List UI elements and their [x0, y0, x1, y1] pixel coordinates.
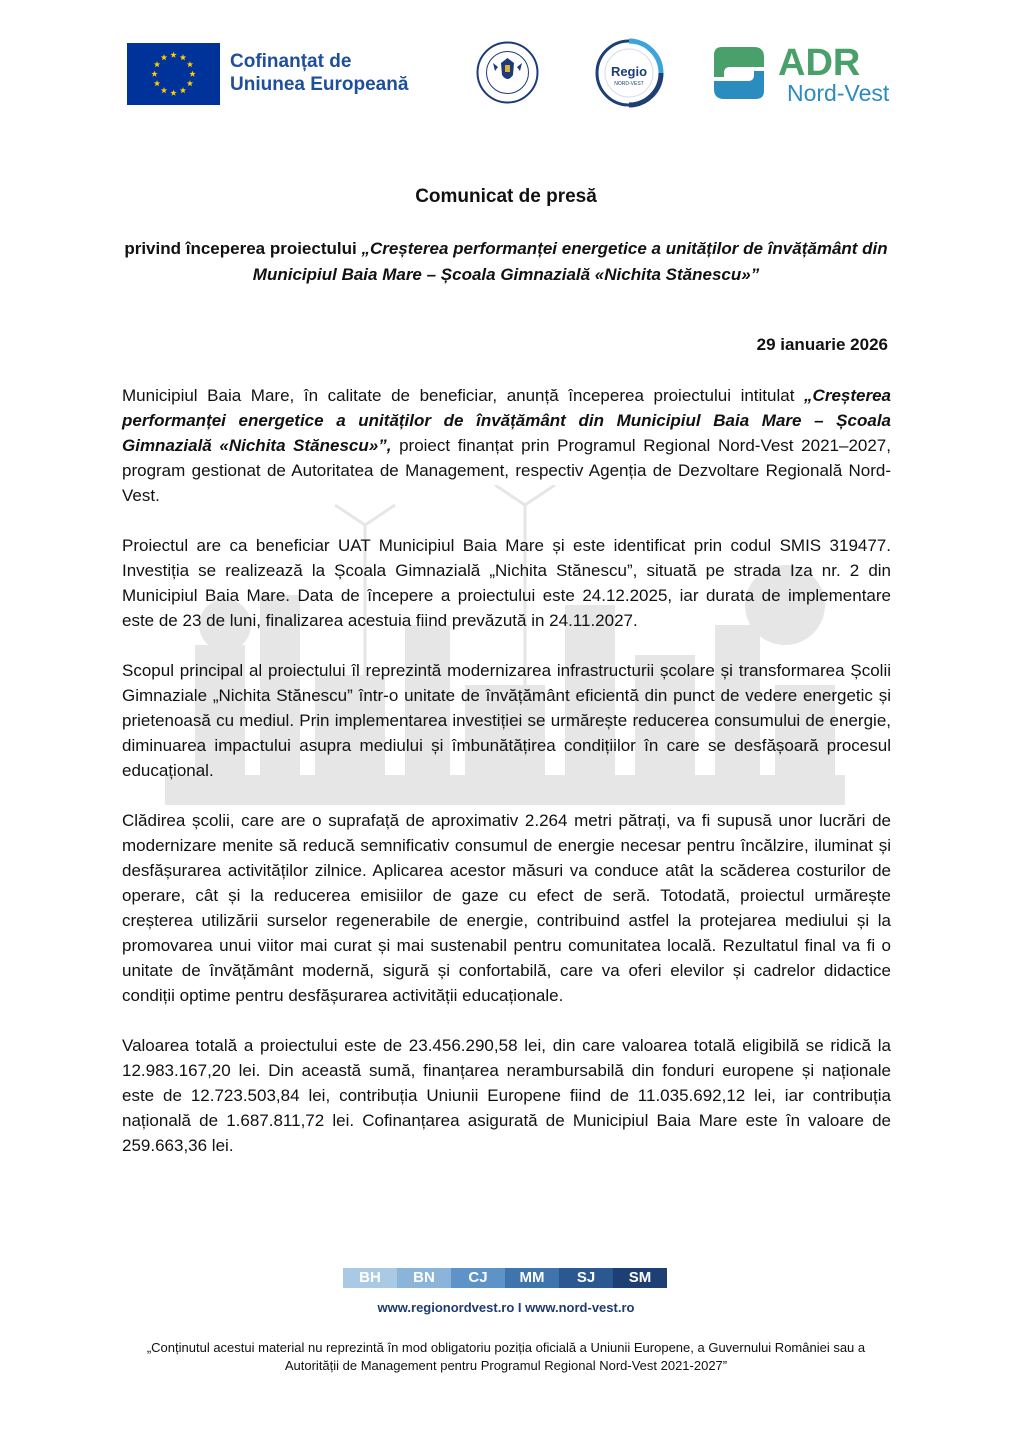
paragraph-1-intro: Municipiul Baia Mare, în calitate de beneficiar, anunță începerea proiectului intitulat — [122, 386, 805, 405]
county-mm: MM — [505, 1268, 559, 1288]
subtitle-prefix: privind începerea proiectului — [124, 239, 362, 258]
document-date: 29 ianuarie 2026 — [756, 335, 888, 354]
paragraph-4: Clădirea școlii, care are o suprafață de aproximativ 2.264 metri pătrați, va fi supusă unor lucrări de modernizare menite să reducă semnificativ consumul de energie necesar pentru încălzire, iluminat și desfășurarea activităților zilnice. Aplicarea acestor măsuri va conduce atât la scăderea costurilor de operare, cât și la reducerea emisiilor de gaze cu efect de seră. Totodată, proiectul urmărește creșterea utilizării surselor regenerabile de energie, contribuind astfel la protejarea mediului și la promovarea unui viitor mai curat și mai sustenabil pentru comunitatea locală. Rezultatul final va fi o unitate de învățământ modernă, sigură și confortabilă, care va oferi elevilor și cadrelor didactice condiții optime pentru desfășurarea activității educaționale. — [122, 811, 891, 1005]
paragraph-2: Proiectul are ca beneficiar UAT Municipiul Baia Mare și este identificat prin codul SMIS 319477. Investiția se realizează la Școala Gimnazială „Nichita Stănescu”, situată pe strada Iza nr. 2 din Municipiul Baia Mare. Data de începere a proiectului este 24.12.2025, iar durata de implementare este de 23 de luni, finalizarea acestuia fiind prevăzută in 24.11.2027. — [122, 536, 891, 630]
eu-cofinancing-text — [230, 50, 408, 96]
romanian-government-seal-icon — [476, 41, 539, 104]
regio-logo-icon — [594, 38, 664, 108]
document-subtitle — [100, 236, 912, 288]
county-bn: BN — [397, 1268, 451, 1288]
county-sm: SM — [613, 1268, 667, 1288]
adr-nord-vest-logo-icon — [708, 41, 898, 105]
paragraph-5: Valoarea totală a proiectului este de 23.456.290,58 lei, din care valoarea totală eligibilă se ridică la 12.983.167,20 lei. Din această sumă, finanțarea nerambursabilă din fonduri europene și naționale este de 12.723.503,84 lei, contribuția Uniunii Europene fiind de 11.035.692,12 lei, iar contribuția națională de 1.687.811,72 lei. Cofinanțarea asigurată de Municipiul Baia Mare este în valoare de 259.663,36 lei. — [122, 1036, 891, 1155]
paragraph-1 — [122, 383, 891, 508]
adr-subtitle: Nord-Vest — [787, 80, 890, 105]
footer-disclaimer: „Conținutul acestui material nu reprezintă în mod obligatoriu poziția oficială a Uniunii Europene, a Guvernului României sau a Autorității de Management pentru Programul Regional Nord-Vest 2021-2027” — [146, 1340, 866, 1373]
regio-logo-subtext: NORD-VEST — [614, 81, 644, 87]
county-sj: SJ — [559, 1268, 613, 1288]
eu-line-1: Cofinanțat de — [230, 51, 352, 72]
subtitle-project-name: „Creșterea performanței energetice a unităților de învățământ din Municipiul Baia Mare – Școala Gimnazială «Nichita Stănescu»” — [252, 239, 888, 284]
footer-websites: www.regionordvest.ro I www.nord-vest.ro — [377, 1300, 635, 1315]
county-bh: BH — [343, 1268, 397, 1288]
paragraph-3: Scopul principal al proiectului îl reprezintă modernizarea infrastructurii școlare și transformarea Școlii Gimnaziale „Nichita Stănescu” într-o unitate de învățământ eficientă din punct de vedere energetic și prietenoasă cu mediul. Prin implementarea investiției se urmărește reducerea consumului de energie, diminuarea impactului asupra mediului și îmbunătățirea condițiilor în care se desfășoară procesul educațional. — [122, 661, 891, 780]
document-body — [122, 383, 891, 1158]
county-bar — [343, 1268, 667, 1288]
adr-title: ADR — [778, 42, 861, 84]
eu-flag-icon — [127, 43, 220, 105]
county-cj: CJ — [451, 1268, 505, 1288]
paragraph-1-project-title: „Creșterea performanței energetice a unităților de învățământ din Municipiul Baia Mare – Școala Gimnazială «Nichita Stănescu»”, — [122, 386, 891, 455]
document-title: Comunicat de presă — [415, 186, 597, 207]
eu-line-2: Uniunea Europeană — [230, 74, 409, 95]
regio-logo-text: Regio — [610, 64, 648, 79]
paragraph-1-rest: proiect finanțat prin Programul Regional Nord-Vest 2021–2027, program gestionat de Autoritatea de Management, respectiv Agenția de Dezvoltare Regională Nord-Vest. — [122, 436, 891, 505]
